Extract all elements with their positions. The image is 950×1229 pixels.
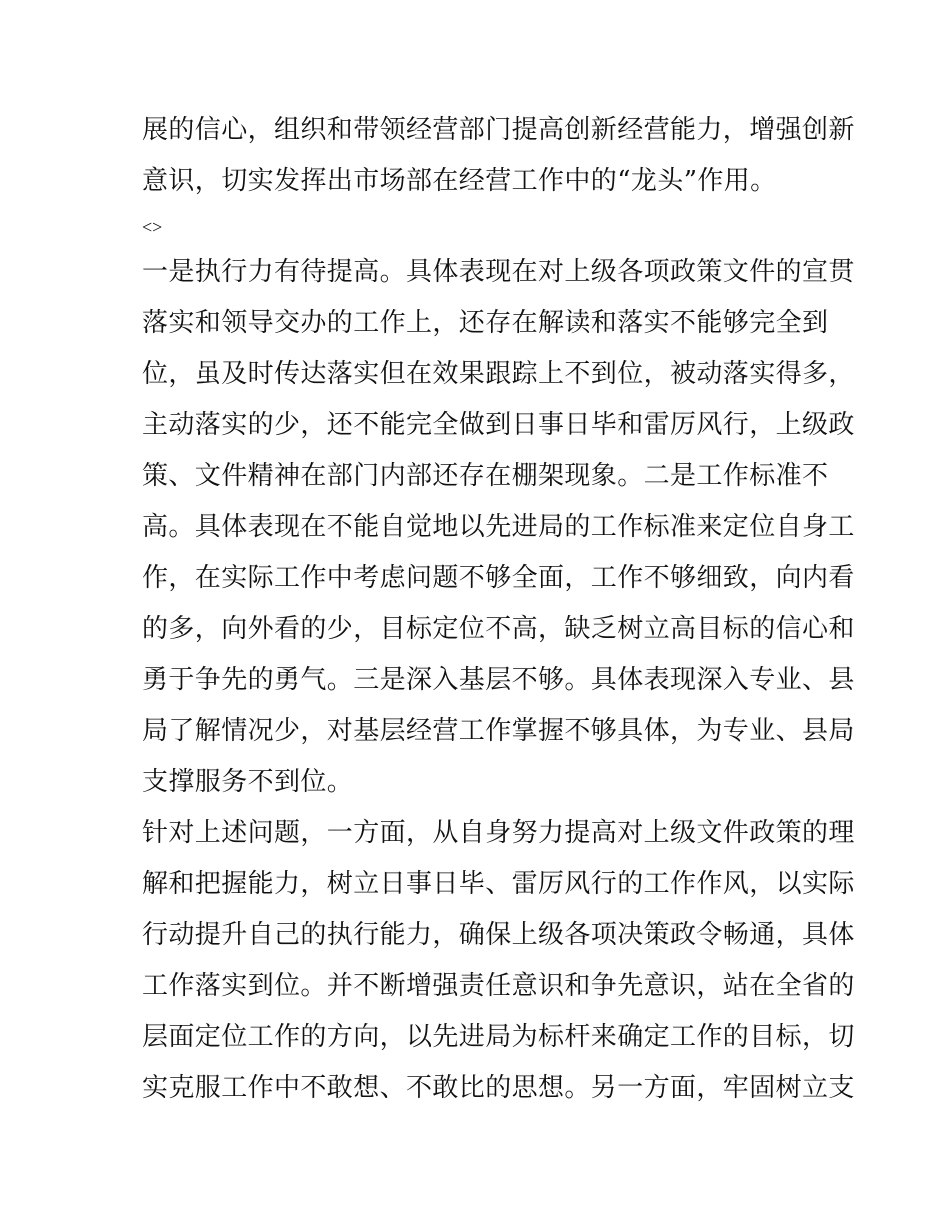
text-line: 一是执行力有待提高。具体表现在对上级各项政策文件的宣贯 bbox=[142, 257, 855, 287]
text-line: 工作落实到位。并不断增强责任意识和争先意识，站在全省的 bbox=[142, 971, 855, 1001]
text-line: 作，在实际工作中考虑问题不够全面，工作不够细致，向内看 bbox=[142, 563, 855, 593]
text-line: 位，虽及时传达落实但在效果跟踪上不到位，被动落实得多， bbox=[142, 359, 855, 389]
text-line: 支撑服务不到位。 bbox=[142, 767, 354, 797]
text-line: 局了解情况少，对基层经营工作掌握不够具体，为专业、县局 bbox=[142, 716, 855, 746]
text-line: 高。具体表现在不能自觉地以先进局的工作标准来定位自身工 bbox=[142, 512, 855, 542]
text-line: 策、文件精神在部门内部还存在棚架现象。二是工作标准不 bbox=[142, 461, 829, 491]
text-line: 落实和领导交办的工作上，还存在解读和落实不能够完全到 bbox=[142, 308, 829, 338]
text-line: 实克服工作中不敢想、不敢比的思想。另一方面，牢固树立支 bbox=[142, 1073, 855, 1103]
text-line: 意识，切实发挥出市场部在经营工作中的“龙头”作用。 bbox=[142, 166, 777, 196]
text-line: 解和把握能力，树立日事日毕、雷厉风行的工作作风，以实际 bbox=[142, 869, 855, 899]
text-line: 主动落实的少，还不能完全做到日事日毕和雷厉风行，上级政 bbox=[142, 410, 855, 440]
text-line: 的多，向外看的少，目标定位不高，缺乏树立高目标的信心和 bbox=[142, 614, 855, 644]
text-line: 行动提升自己的执行能力，确保上级各项决策政令畅通，具体 bbox=[142, 920, 855, 950]
section-marker: <> bbox=[142, 217, 163, 237]
text-line: 勇于争先的勇气。三是深入基层不够。具体表现深入专业、县 bbox=[142, 665, 855, 695]
text-line: 层面定位工作的方向，以先进局为标杆来确定工作的目标，切 bbox=[142, 1022, 855, 1052]
text-line: 展的信心，组织和带领经营部门提高创新经营能力，增强创新 bbox=[142, 115, 855, 145]
text-line: 针对上述问题，一方面，从自身努力提高对上级文件政策的理 bbox=[142, 818, 855, 848]
